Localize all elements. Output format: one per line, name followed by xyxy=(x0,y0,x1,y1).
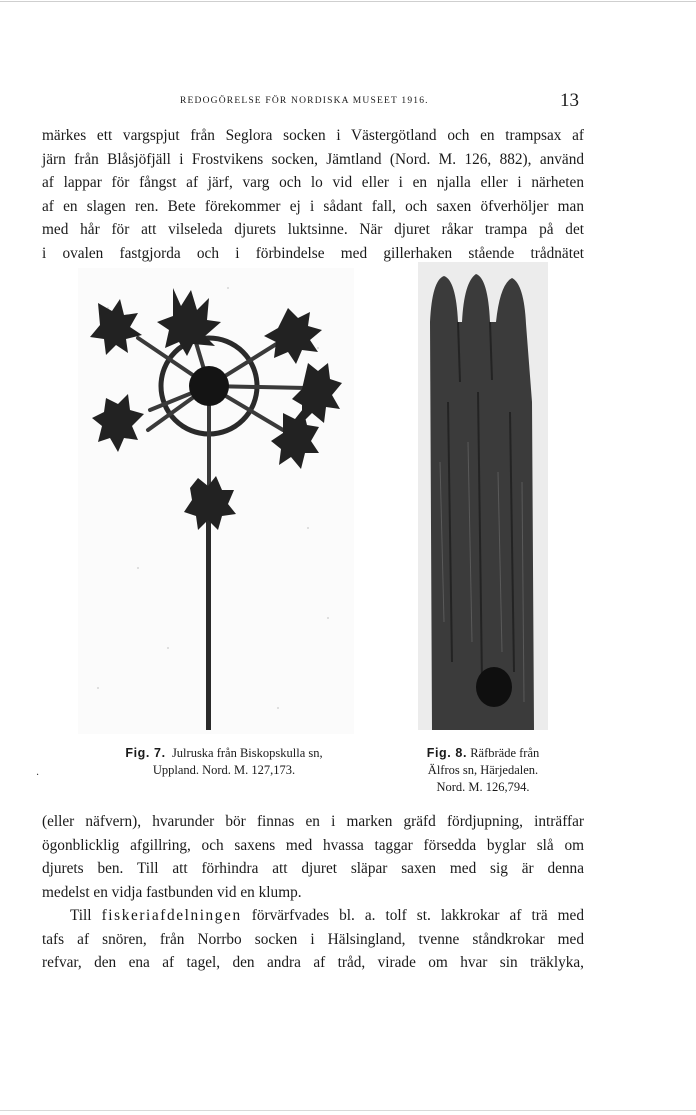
running-head: REDOGÖRELSE FÖR NORDISKA MUSEET 1916. xyxy=(180,96,429,106)
text-line: (eller näfvern), hvarunder bör finnas en i marken gräfd fördjupning, inträffar xyxy=(42,813,584,830)
figure-8-caption-line-2: Älfros sn, Härjedalen. xyxy=(427,763,539,777)
figure-8-caption xyxy=(400,745,566,796)
figure-7-caption-line-1: Julruska från Biskopskulla sn, xyxy=(171,746,323,760)
scan-edge-top xyxy=(0,1,696,2)
figure-8-caption-line-1: Räfbräde från xyxy=(470,746,540,760)
para2-rest: förvärfvades bl. a. tolf st. lakkrokar af trä med xyxy=(241,907,584,924)
para2-lead: Till xyxy=(70,907,102,924)
text-line: af en slagen ren. Bete förekommer ej i sådant fall, och saxen öfverhöljer man xyxy=(42,197,584,215)
text-line: medelst en vidja fastbunden vid en klump. xyxy=(42,883,302,901)
figure-7-julruska-photo xyxy=(78,268,354,734)
text-line: af lappar för fångst af järf, varg och lo vid eller i en njalla eller i närheten xyxy=(42,174,584,191)
text-line: djurets ben. Till att förhindra att djuret släpar saxen med sig är denna xyxy=(42,860,584,877)
figure-8-caption-line-3: Nord. M. 126,794. xyxy=(436,780,530,794)
text-line: tafs af snören, från Norrbo socken i Hälsingland, tvenne ståndkrokar med xyxy=(42,930,584,948)
figure-7-caption xyxy=(84,745,364,779)
figure-8-rafbrade-photo xyxy=(418,262,548,730)
text-line: refvar, den ena af tagel, den andra af tråd, virade om hvar sin träklyka, xyxy=(42,954,584,971)
text-line: med hår för att vilseleda djurets luktsinne. När djuret råkar trampa på det xyxy=(42,221,584,238)
scan-edge-bottom xyxy=(0,1110,696,1111)
stray-mark: · xyxy=(36,770,40,781)
figure-7-caption-line-2: Uppland. Nord. M. 127,173. xyxy=(152,763,296,777)
text-line: järn från Blåsjöfjäll i Frostvikens socken, Jämtland (Nord. M. 126, 882), använd xyxy=(42,150,584,168)
text-line: märkes ett vargspjut från Seglora socken i Västergötland och en trampsax af xyxy=(42,127,584,144)
page-number: 13 xyxy=(560,90,579,111)
para2-spaced-word: fiskeriafdelningen xyxy=(101,907,242,924)
text-line: ögonblicklig afgillring, och saxens med hvassa taggar försedda byglar slå om xyxy=(42,836,584,854)
figure-8-label: Fig. 8. xyxy=(426,746,468,760)
top-paragraph xyxy=(42,124,584,265)
text-line-fiskeri xyxy=(42,904,584,928)
figure-7-label: Fig. 7. xyxy=(125,746,166,760)
text-line: i ovalen fastgjorda och i förbindelse med gillerhaken stående trådnätet xyxy=(42,244,584,262)
bottom-paragraph xyxy=(42,810,584,975)
